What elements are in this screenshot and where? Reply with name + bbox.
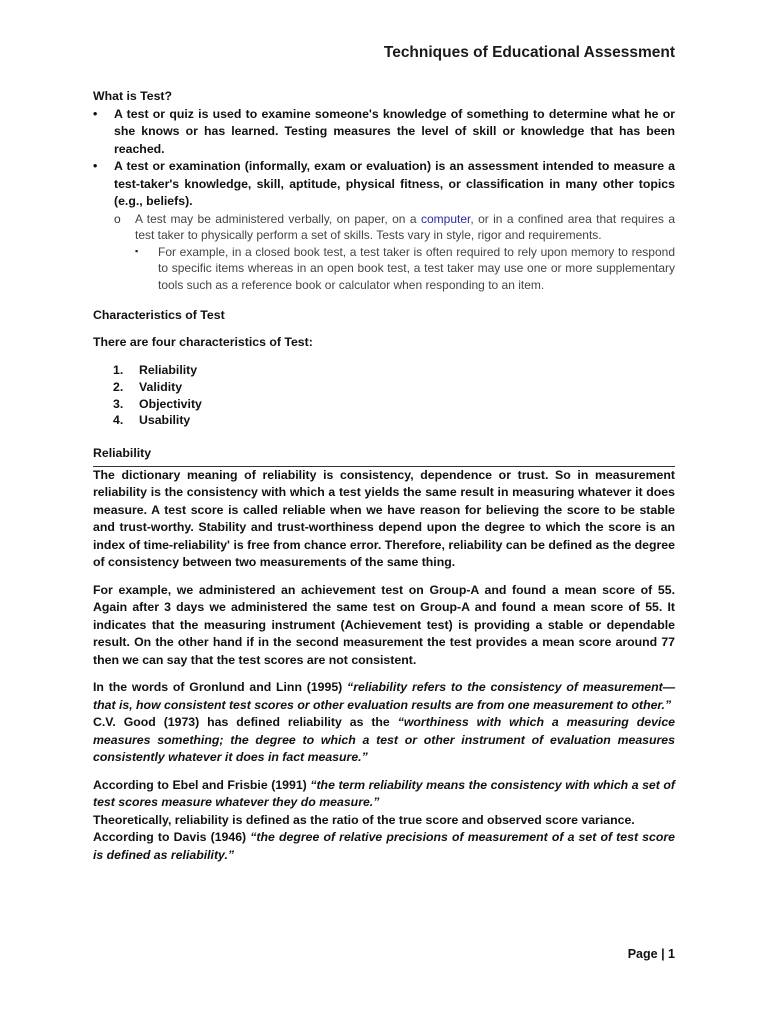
- characteristics-intro: There are four characteristics of Test:: [93, 334, 313, 349]
- page-number: Page | 1: [627, 947, 675, 961]
- characteristics-heading: Characteristics of Test: [93, 308, 225, 322]
- quote-lead: In the words of Gronlund and Linn (1995): [93, 680, 348, 695]
- list-label: Objectivity: [139, 396, 202, 411]
- sub-sub-text: For example, in a closed book test, a test taker is often required to rely upon memory to respond to specific items whereas in an open book test, a test taker may use one or more supplementary tools such as a reference book or calculator when responding to an item.: [158, 244, 675, 292]
- reliability-paragraph-1: The dictionary meaning of reliability is consistency, dependence or trust. So in measurement reliability is the consistency with which a test yields the same result in measuring whatever it does measure. A test score is called reliable when we have reason for believing the score to be stable and trust-worthy. Stability and trust-worthiness depend upon the degree to which the score is an index of time-reliability' is free from chance error. Therefore, reliability can be defined as the degree of consistency between two measurements of the same thing.: [93, 467, 675, 570]
- what-is-test-heading: What is Test?: [93, 89, 173, 103]
- quote-lead: According to Davis (1946): [93, 830, 251, 845]
- quote-text: “worthiness with which a measuring device measures something; the degree to which a test or other instrument of evaluation measures consistently whatever it does in fact measure.”: [93, 715, 675, 765]
- gronlund-quote: [93, 679, 675, 714]
- list-number: 3.: [113, 396, 124, 411]
- list-label: Validity: [139, 379, 183, 394]
- quote-lead: According to Ebel and Frisbie (1991): [93, 777, 311, 792]
- quote-text: “the degree of relative precisions of measurement of a set of test score is defined as reliability.”: [93, 830, 675, 862]
- good-quote: [93, 714, 675, 767]
- reliability-heading: Reliability: [93, 445, 675, 467]
- sub-list: [114, 211, 675, 294]
- quote-text: “the term reliability means the consistency with which a set of test scores measure whatever they do measure.”: [93, 777, 676, 810]
- list-item: [114, 211, 675, 294]
- reliability-paragraph-2: For example, we administered an achievement test on Group-A and found a mean score of 55. Again after 3 days we administered the same test on Group-A and found a mean score of 55. It indicates that the measuring instrument (Achievement test) is providing a stable or dependable result. On the other hand if in the second measurement the test provides a mean score around 77 then we can say that the test scores are not consistent.: [93, 582, 675, 667]
- sub-sub-list: [135, 244, 675, 294]
- square-bullet-icon: ▪: [135, 245, 139, 256]
- list-label: Usability: [139, 413, 191, 428]
- list-item: [93, 158, 675, 293]
- list-item: [113, 396, 675, 413]
- sub-text-after: , or in a confined area that requires a test taker to physically perform a set of skills. Tests vary in style, rigor and requirements.: [135, 211, 675, 242]
- bullet-text: A test or quiz is used to examine someone's knowledge of something to determine what he or she knows or has learned. Testing measures the level of skill or knowledge that has been reached.: [114, 106, 675, 156]
- document-body: [93, 88, 675, 864]
- list-label: Reliability: [139, 363, 198, 377]
- quote-text: “reliability refers to the consistency of measurement—that is, how consistent test scores or other evaluation results are from one measurement to other.”: [93, 680, 675, 712]
- test-definition-list: [93, 106, 675, 294]
- circle-bullet-icon: o: [114, 211, 121, 226]
- list-item: [135, 244, 675, 294]
- ebel-quote: [93, 777, 675, 812]
- davis-quote: [93, 829, 675, 864]
- characteristics-list: [93, 362, 675, 429]
- list-number: 1.: [113, 363, 124, 377]
- theory-definition: Theoretically, reliability is defined as the ratio of the true score and observed score variance.: [93, 812, 635, 827]
- list-item: [113, 379, 675, 396]
- header-title: Techniques of Educational Assessment: [383, 44, 675, 61]
- document-page: [93, 0, 675, 1024]
- bullet-icon: •: [93, 106, 98, 121]
- list-item: [113, 412, 675, 429]
- computer-link[interactable]: computer: [420, 211, 471, 226]
- sub-text-before: A test may be administered verbally, on paper, on a: [135, 211, 421, 226]
- quote-lead: C.V. Good (1973) has defined reliability as the: [93, 715, 398, 730]
- list-item: [113, 362, 675, 379]
- list-number: 2.: [113, 379, 124, 394]
- list-number: 4.: [113, 413, 124, 428]
- list-item: [93, 106, 675, 159]
- bullet-icon: •: [93, 159, 98, 173]
- bullet-text: A test or examination (informally, exam or evaluation) is an assessment intended to measure a test-taker's knowledge, skill, aptitude, physical fitness, or classification in many other topics (e.g., beliefs).: [114, 159, 675, 208]
